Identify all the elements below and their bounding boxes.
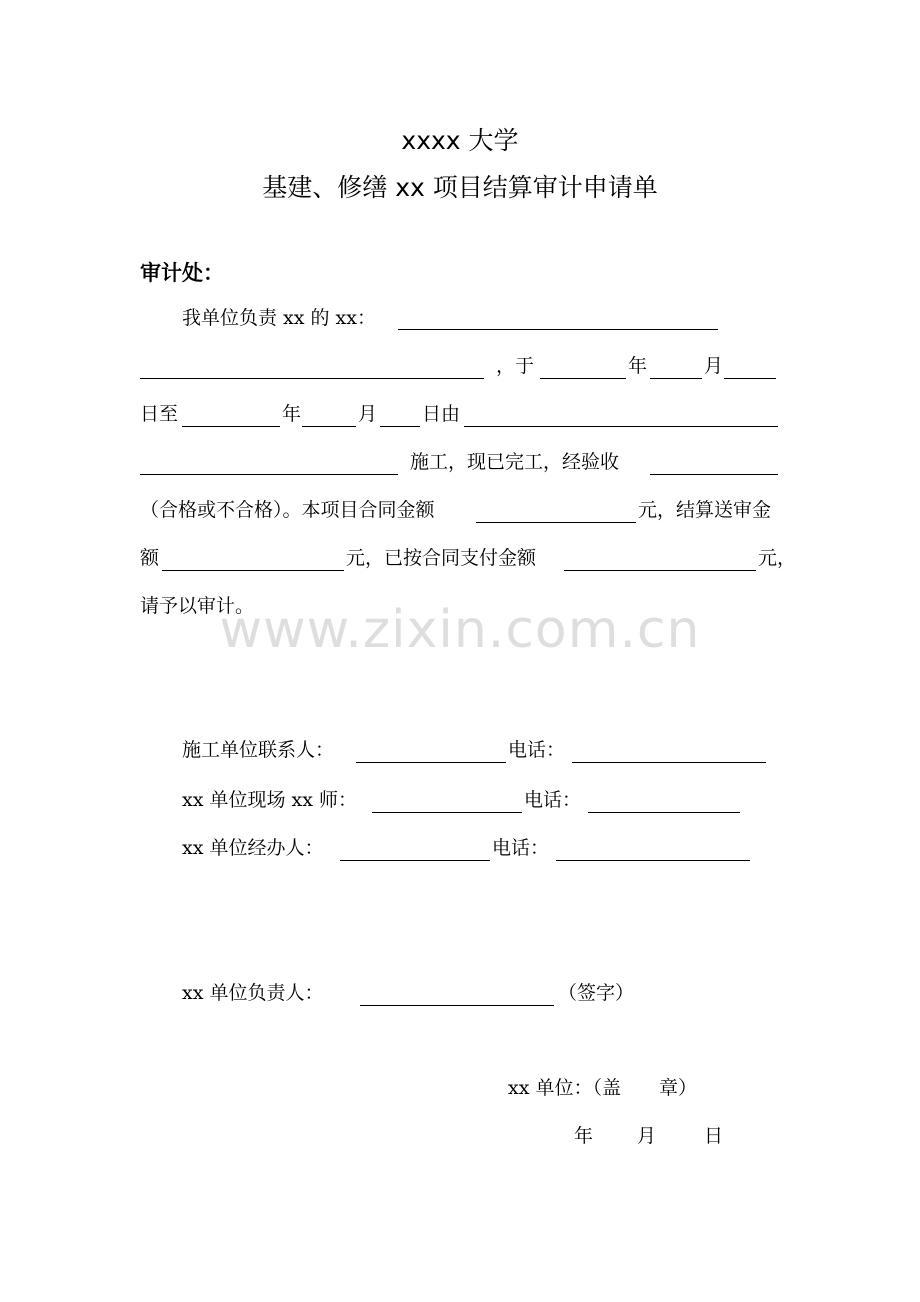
construction-phone-blank[interactable] xyxy=(572,738,766,763)
month-label: 月 xyxy=(358,403,378,425)
phone-label: 电话： xyxy=(508,739,566,761)
addressee: 审计处： xyxy=(140,261,224,285)
handler-blank[interactable] xyxy=(340,836,490,861)
year-label: 年 xyxy=(628,355,648,377)
date-day: 日 xyxy=(704,1125,724,1147)
unit-seal: xx 单位：（盖 章） xyxy=(508,1077,697,1099)
document-subtitle: 基建、修缮 xx 项目结算审计申请单 xyxy=(262,173,658,202)
leader-label: xx 单位负责人： xyxy=(182,982,324,1004)
body-line6-end: 元， xyxy=(758,547,797,569)
onsite-phone-blank[interactable] xyxy=(588,788,740,813)
day-by-label: 日由 xyxy=(422,403,461,425)
handler-phone-blank[interactable] xyxy=(556,836,750,861)
phone-label: 电话： xyxy=(492,837,550,859)
onsite-engineer-label: xx 单位现场 xx 师： xyxy=(182,789,357,811)
year-label: 年 xyxy=(282,403,302,425)
construction-contact-blank[interactable] xyxy=(356,738,506,763)
onsite-engineer-blank[interactable] xyxy=(372,788,522,813)
handler-label: xx 单位经办人： xyxy=(182,837,324,859)
start-month-blank[interactable] xyxy=(650,354,702,379)
body-line5-yuan: 元，结算送审金 xyxy=(638,499,772,521)
body-line5-text: （合格或不合格）。本项目合同金额 xyxy=(140,499,435,521)
acceptance-result-blank[interactable] xyxy=(650,450,778,475)
signature-note: （签字） xyxy=(558,982,635,1004)
body-line6-e: 额 xyxy=(140,547,160,569)
construction-contact-label: 施工单位联系人： xyxy=(182,739,335,761)
body-line7: 请予以审计。 xyxy=(140,595,255,617)
body-line2-comma: ，于 xyxy=(496,355,535,377)
end-year-blank[interactable] xyxy=(182,402,280,427)
paid-amount-blank[interactable] xyxy=(564,546,756,571)
date-year: 年 xyxy=(574,1125,594,1147)
contractor-blank-cont[interactable] xyxy=(140,450,398,475)
document-title: xxxx 大学 xyxy=(401,126,519,155)
body-line4-text: 施工，现已完工，经验收 xyxy=(410,451,620,473)
phone-label: 电话： xyxy=(524,789,582,811)
start-day-blank[interactable] xyxy=(724,354,776,379)
project-name-blank-cont[interactable] xyxy=(140,354,484,379)
day-to-label: 日至 xyxy=(140,403,179,425)
contract-amount-blank[interactable] xyxy=(476,498,636,523)
date-month: 月 xyxy=(637,1125,657,1147)
start-year-blank[interactable] xyxy=(540,354,626,379)
body-line6-mid: 元，已按合同支付金额 xyxy=(346,547,537,569)
watermark: www.zixin.com.cn xyxy=(219,600,701,660)
submitted-amount-blank[interactable] xyxy=(162,546,344,571)
project-name-blank[interactable] xyxy=(398,305,718,330)
end-month-blank[interactable] xyxy=(302,402,356,427)
body-line1-prefix: 我单位负责 xx 的 xx： xyxy=(182,307,376,329)
month-label: 月 xyxy=(704,355,724,377)
end-day-blank[interactable] xyxy=(380,402,420,427)
contractor-blank[interactable] xyxy=(464,402,778,427)
leader-signature-blank[interactable] xyxy=(360,981,554,1006)
